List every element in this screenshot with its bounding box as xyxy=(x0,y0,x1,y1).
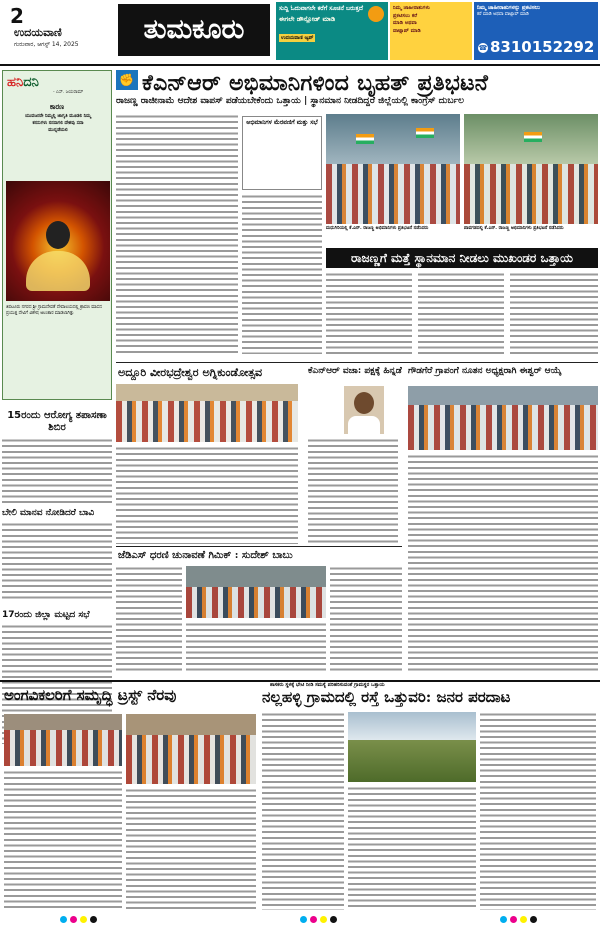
festival-body xyxy=(116,446,298,544)
contact-ad-line1: ನಿಮ್ಮ ಜಾಹೀರಾತುಗಳನ್ನು ಪ್ರಕಟಿಸಲು xyxy=(477,5,540,11)
hani-author: - ಎಸ್. ಜಯರಾಮ್ xyxy=(53,90,84,95)
panchayat-photo xyxy=(408,386,598,450)
panchayat-headline[interactable]: ಗೌಡಗೆರೆ ಗ್ರಾಪಂಗೆ ನೂತನ ಅಧ್ಯಕ್ಷರಾಗಿ ಈಶ್ವರ್ ಆಯ್ಕೆ xyxy=(408,366,562,376)
demand-body-col2 xyxy=(418,272,504,354)
road-headline[interactable]: ನಲ್ಲಹಳ್ಳಿ ಗ್ರಾಮದಲ್ಲಿ ರಸ್ತೆ ಒತ್ತುವರಿ: ಜನರ ಪರದಾಟ xyxy=(262,688,511,706)
panchayat-body xyxy=(408,454,598,674)
health-camp-headline[interactable]: 15ರಂದು ಆರೋಗ್ಯ ತಪಾಸಣಾ ಶಿಬಿರ xyxy=(7,410,107,433)
hani-dani-box xyxy=(2,70,112,400)
bottom-note: ಶಾಸಕರು ಸ್ಥಳಕ್ಕೆ ಭೇಟಿ ನೀಡಿ ಸಮಸ್ಯೆ ಪರಿಹರಿಸುವಂತೆ ಗ್ರಾಮಸ್ಥರ ಒತ್ತಾಯ xyxy=(270,682,385,688)
phone-icon: ☎ xyxy=(478,43,488,52)
road-body-col1 xyxy=(262,712,344,910)
contact-phone[interactable] xyxy=(478,38,594,56)
demand-body-col3 xyxy=(510,272,598,354)
jds-body-col2 xyxy=(186,622,326,674)
app-ad-line3: ಉದಯವಾಣಿ ಆ್ಯಪ್ xyxy=(281,35,314,41)
contact-phone-number: 8310152292 xyxy=(490,38,595,56)
protest-photo-1 xyxy=(326,114,460,224)
main-area xyxy=(116,70,598,680)
road-body-col2 xyxy=(348,786,476,910)
page-number: 2 xyxy=(10,4,24,28)
city-name: ತುಮಕೂರು xyxy=(118,4,270,56)
well-headline[interactable]: ಬೇಲಿ ಮಾನವ ನೋಡಿದರೆ ಬಾವಿ xyxy=(2,508,95,518)
print-registration-marks xyxy=(0,914,600,924)
demand-band-headline[interactable]: ರಾಜಣ್ಣಗೆ ಮತ್ತೆ ಸ್ಥಾನಮಾನ ನೀಡಲು ಮುಖಂಡರ ಒತ್ತಾಯ xyxy=(326,248,598,268)
trust-headline[interactable]: ಅಂಗವಿಕಲರಿಗೆ ಸಮೃದ್ಧಿ ಟ್ರಸ್ಟ್ ನೆರವು xyxy=(4,686,177,704)
side-story-body xyxy=(480,712,596,910)
lead-body-col1 xyxy=(116,114,238,354)
jds-body-col3 xyxy=(330,566,402,674)
masthead xyxy=(0,0,600,66)
road-photo xyxy=(348,712,476,782)
leader-portrait xyxy=(344,386,384,434)
jds-photo xyxy=(186,566,326,618)
paper-name: ಉದಯವಾಣಿ xyxy=(14,26,62,39)
contact-ad[interactable] xyxy=(474,2,598,60)
dateline: ಗುರುವಾರ, ಆಗಸ್ಟ್ 14, 2025 xyxy=(14,41,79,48)
lead-headline[interactable]: ✊ ಕೆಎನ್ಆರ್ ಅಭಿಮಾನಿಗಳಿಂದ ಬೃಹತ್ ಪ್ರತಿಭಟನೆ xyxy=(116,70,598,96)
demand-body-col1 xyxy=(326,272,412,354)
festival-headline[interactable]: ಅದ್ದೂರಿ ವೀರಭದ್ರೇಶ್ವರ ಅಗ್ನಿಕುಂಡೋತ್ಸವ xyxy=(118,366,263,379)
hani-dani-title: ಹನಿದನಿ xyxy=(7,75,39,90)
classified-line: ಮಾಡಿ ಅಥವಾ xyxy=(393,20,417,27)
deity-photo-caption: ತಿಪಟೂರು ನಗರದ ಶ್ರೀ ಗ್ರಾಮದೇವತೆ ದೇವಾಲಯದಲ್ಲಿ ಶ್ರಾವಣ ಮಾಸದ ಪ್ರಯುಕ್ತ ದೇವಿಗೆ ವಿಶೇಷ ಅಲಂಕಾರ ಮಾಡಲಾಗಿತ್ತು xyxy=(6,305,102,316)
protest-photo-2-caption: ಪಾವಗಡದಲ್ಲಿ ಕೆ.ಎನ್. ರಾಜಣ್ಣ ಅಭಿಮಾನಿಗಳು ಪ್ರತಿಭಟನೆ ನಡೆಸಿದರು xyxy=(464,226,564,231)
classified-line: ನಿಮ್ಮ ಜಾಹೀರಾತುಗಳು xyxy=(393,5,430,11)
app-logo-icon xyxy=(368,6,384,22)
protest-photo-2 xyxy=(464,114,598,224)
jds-headline[interactable]: ಜೆಡಿಎಸ್ ಧರಣಿ ಚುನಾವಣೆ ಗಿಮಿಕ್ : ಸುದೇಶ್ ಬಾಬು xyxy=(118,550,293,561)
meeting-headline[interactable]: 17ರಂದು ಜಿಲ್ಲಾ ಮಟ್ಟದ ಸಭೆ xyxy=(2,610,90,620)
trust-body-col2 xyxy=(126,788,256,910)
trust-photo-2 xyxy=(126,714,256,784)
festival-photo xyxy=(116,384,298,442)
deity-photo xyxy=(6,181,110,301)
jds-body-col1 xyxy=(116,566,182,674)
classified-line: ಪ್ರಕಟಿಸಲು ಕರೆ xyxy=(393,12,418,19)
well-body xyxy=(2,522,112,600)
app-ad-line1: ಸುದ್ದಿ ಓದುವಾಗಲೇ ಕರೆಗೆ ಸೂಚನೆ ಬರುತ್ತದೆ xyxy=(279,5,363,12)
knr-sacked-headline[interactable]: ಕೆಎನ್ಆರ್ ವಜಾ: ಪಕ್ಷಕ್ಕೆ ಹಿನ್ನಡೆ xyxy=(308,366,402,376)
pull-quote-head: ಅಭಿಮಾನಿಗಳ ಮೆರವಣಿಗೆ ಮತ್ತು ಸಭೆ xyxy=(246,119,318,126)
hani-kicker: ಕಾರಣ xyxy=(49,103,65,111)
app-ad-line2: ಈಗಲೇ ಡೌನ್ಲೋಡ್ ಮಾಡಿ xyxy=(279,15,336,23)
classified-ad[interactable] xyxy=(390,2,472,60)
hani-poem: ಯುವಜನರೇ ನಿಮ್ಮಲ್ಲಿ ಜಾಗೃತಿ ಮೂಡಲಿ ನಿಮ್ಮ ಕನಸುಗಳು ನನಸಾಗಲಿ ದೇಶವು ಸದಾ ಮುನ್ನಡೆಯಲಿ xyxy=(24,114,92,133)
knr-icon: ✊ xyxy=(116,70,138,90)
pull-quote xyxy=(242,116,322,190)
health-camp-body xyxy=(2,438,112,506)
lead-body-col2 xyxy=(242,194,322,354)
trust-body-col1 xyxy=(4,770,122,910)
knr-sacked-body xyxy=(308,438,398,544)
app-ad[interactable] xyxy=(276,2,388,60)
protest-photo-1-caption: ಮಧುಗಿರಿಯಲ್ಲಿ ಕೆ.ಎನ್. ರಾಜಣ್ಣ ಅಭಿಮಾನಿಗಳು ಪ್ರತಿಭಟನೆ ನಡೆಸಿದರು xyxy=(326,226,429,231)
lead-subheadline: ರಾಜಣ್ಣ ರಾಜೀನಾಮೆ ಆದೇಶ ವಾಪಸ್ ಪಡೆಯಬೇಕೆಂದು ಒತ್ತಾಯ | ಸ್ಥಾನಮಾನ ನೀಡದಿದ್ದರೆ ಜಿಲ್ಲೆಯಲ್ಲಿ ಕಾಂಗ್ರೆಸ್ ದುರ್ಬಲ xyxy=(116,96,464,106)
classified-line: ವಾಟ್ಸಾಪ್ ಮಾಡಿ xyxy=(393,27,421,34)
trust-photo xyxy=(4,714,122,766)
left-column xyxy=(2,70,112,670)
contact-ad-line2: ಕರೆ ಮಾಡಿ ಅಥವಾ ವಾಟ್ಸಾಪ್ ಮಾಡಿ xyxy=(477,12,529,17)
